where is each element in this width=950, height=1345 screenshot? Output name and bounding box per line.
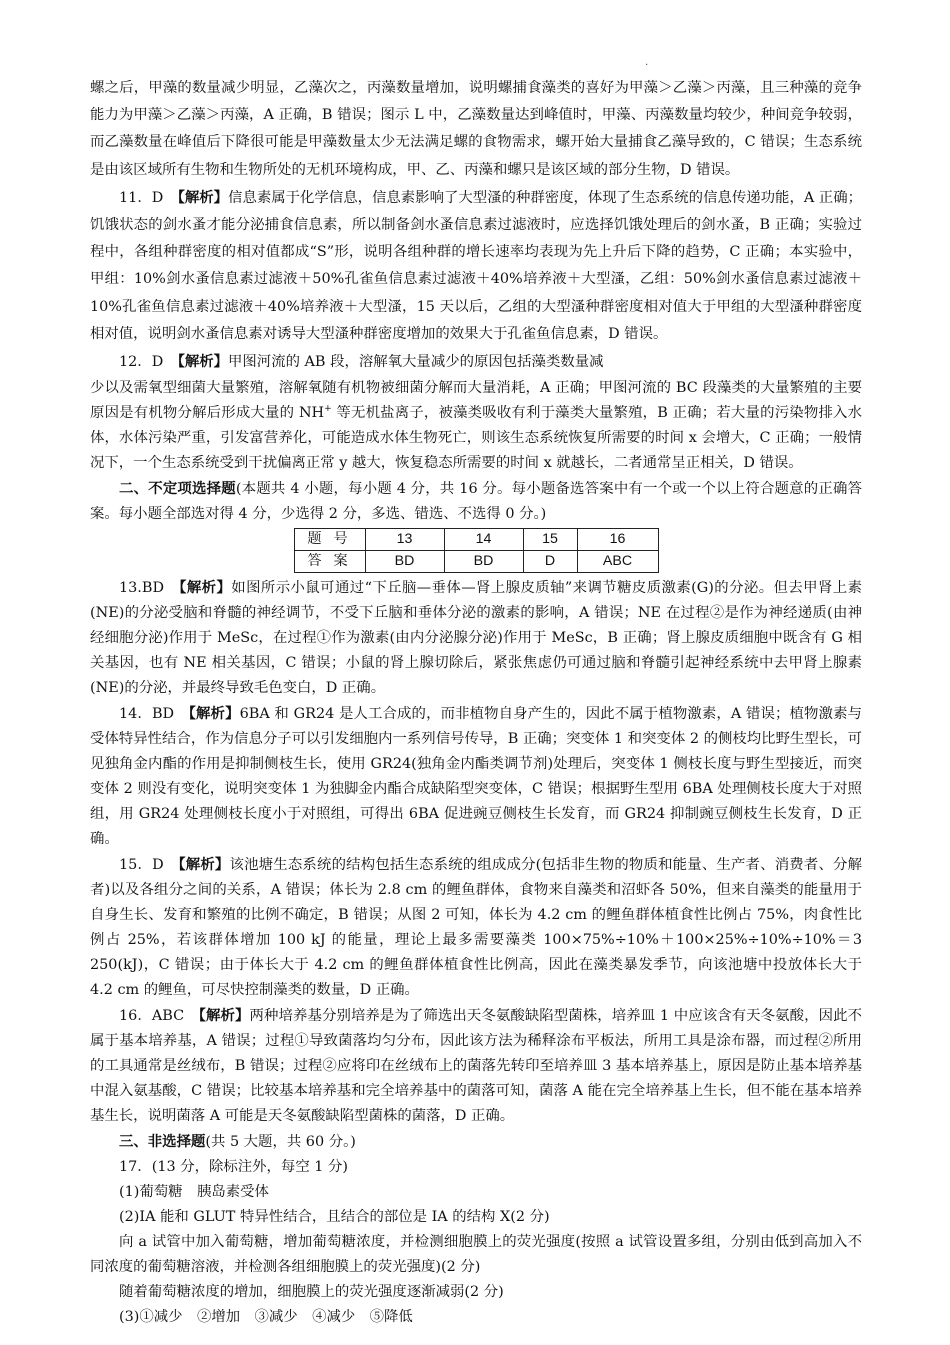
q12-analysis-tag: 【解析】 [177,353,229,371]
section-3-intro [90,1129,862,1155]
question-number-cell: 16 [577,529,658,551]
q11-number: 11．D [119,189,178,206]
q16-number: 16．ABC [119,1008,199,1025]
section-2-desc: (本题共 4 小题，每小题 4 分，共 16 分。每小题备选答案中有一个或一个以上符合题意的正确答案。每小题全部选对得 4 分，少选得 2 分，多选、错选、不选得 0 分。) [90,481,862,523]
q14-text: 6BA 和 GR24 是人工合成的，而非植物自身产生的，因此不属于植物激素，A 错误；植物激素与受体特异性结合，作为信息分子可以引发细胞内一系列信号传导，B 正确；突变体 1 和突变体 2 的侧枝均比野生型长，可见独角金内酯的作用是抑制侧枝生长，使用 GR24(独角金内酯类调节剂)处理后，突变体 1 侧枝长度与野生型接近，而突变体 2 则没有变化，说明突变体 1 为独脚金内酯合成缺陷型突变体，C 错误；根据野生型用 6BA 处理侧枝长度大于对照组，用 GR24 处理侧枝长度小于对照组，可得出 6BA 促进豌豆侧枝生长发育，而 GR24 抑制豌豆侧枝生长发育，D 正确。 [90,706,862,848]
q16-text: 两种培养基分别培养是为了筛选出天冬氨酸缺陷型菌株，培养皿 1 中应该含有天冬氨酸，因此不属于基本培养基，A 错误；过程①导致菌落均匀分布，因此该方法为稀释涂布平板法，所用工具是涂布器，而过程②所用的工具通常是丝绒布，B 错误；过程②应将印在丝绒布上的菌落先转印至培养皿 3 基本培养基上，原因是防止基本培养基中混入氨基酸，C 错误；比较基本培养基和完全培养基中的菌落可知，菌落 A 能在完全培养基上生长，但不能在基本培养基生长，说明菌落 A 可能是天冬氨酸缺陷型菌株的菌落，D 正确。 [90,1008,862,1125]
q12-text-b: 等无机盐离子，被藻类吸收有利于藻类大量繁殖，B 正确；若大量的污染物排入水体，水体污染严重，引发富营养化，可能造成水体生物死亡，则该生态系统恢复所需要的时间 x 会增大，C 正确；一般情况下，一个生态系统受到干扰偏离正常 y 越大，恢复稳态所需要的时间 x 就越长，二者通常呈正相关，D 错误。 [90,405,862,472]
q15-number: 15．D [119,857,179,874]
q17-part-2-result: 随着葡萄糖浓度的增加，细胞膜上的荧光强度逐渐减弱(2 分) [119,1284,504,1301]
q16-analysis-tag: 【解析】 [198,1007,250,1025]
q17-heading: 17．(13 分，除标注外，每空 1 分) [119,1159,349,1176]
answer-cell: BD [365,551,444,573]
answer-table-header-row [294,529,658,551]
q15-analysis-tag: 【解析】 [178,856,230,874]
section-2-heading: 二、不定项选择题 [119,480,236,498]
question-number-cell: 15 [523,529,577,551]
q10-continuation: 螺之后，甲藻的数量减少明显，乙藻次之，丙藻数量增加，说明螺捕食藻类的喜好为甲藻＞乙藻＞丙藻，且三种藻的竞争能力为甲藻＞乙藻＞丙藻，A 正确，B 错误；图示 L 中，乙藻数量达到峰值时，甲藻、丙藻数量均较少，种间竞争较弱，而乙藻数量在峰值后下降很可能是甲藻数量太少无法满足螺的食物需求，螺开始大量捕食乙藻导致的，C 错误；生态系统是由该区域所有生物和生物所处的无机环境构成，甲、乙、丙藻和螺只是该区域的部分生物，D 错误。 [90,80,862,178]
answer-explanations [90,75,862,1330]
q12-explanation [90,348,862,376]
q17-part-1: (1)葡萄糖 胰岛素受体 [119,1184,269,1201]
q13-number: 13.BD [119,580,180,597]
answer-cell: ABC [577,551,658,573]
answer-table-answer-row [294,551,658,573]
q14-analysis-tag: 【解析】 [188,705,240,723]
q11-explanation [90,184,862,348]
ammonium-superscript: + [324,404,332,415]
q12-text-a: 少以及需氧型细菌大量繁殖，溶解氧随有机物被细菌分解而大量消耗，A 正确；甲图河流的 BC 段藻类的大量繁殖的主要原因是有机物分解后形成大量的 NH [90,380,862,422]
answer-label: 答 案 [294,551,365,573]
q17-part-2-method: 向 a 试管中加入葡萄糖，增加葡萄糖浓度，并检测细胞膜上的荧光强度(按照 a 试管设置多组，分别由低到高加入不同浓度的葡萄糖溶液，并检测各组细胞膜上的荧光强度)(2 分) [90,1234,862,1276]
q12-number: 12．D [119,354,178,371]
q13-text: 如图所示小鼠可通过“下丘脑—垂体—肾上腺皮质轴”来调节糖皮质激素(G)的分泌。但去甲肾上素(NE)的分泌受脑和脊髓的神经调节，不受下丘脑和垂体分泌的激素的影响，A 错误；NE 在过程②是作为神经递质(由神经细胞分泌)作用于 MeSc，在过程①作为激素(由内分泌腺分泌)作用于 MeSc，B 正确；肾上腺皮质细胞中既含有 G 相关基因，也有 NE 相关基因，C 错误；小鼠的肾上腺切除后，紧张焦虑仍可通过脑和脊髓引起神经系统中去甲肾上腺素(NE)的分泌，并最终导致毛色变白，D 正确。 [90,580,862,697]
q15-explanation [90,852,862,1003]
answer-table [294,528,659,573]
q12-explanation-cont [90,376,862,476]
question-number-cell: 13 [365,529,444,551]
q11-analysis-tag: 【解析】 [177,188,229,206]
q13-explanation [90,575,862,701]
answer-cell: D [523,551,577,573]
section-3-desc: (共 5 大题，共 60 分。) [205,1134,356,1151]
q16-explanation [90,1003,862,1129]
q17-part-3: (3)①减少 ②增加 ③减少 ④减少 ⑤降低 [119,1309,413,1326]
top-mark: . [645,57,649,68]
question-number-cell: 14 [444,529,523,551]
section-2-intro [90,476,862,527]
section-3-heading: 三、非选择题 [119,1133,206,1151]
answer-cell: BD [444,551,523,573]
q17-part-2: (2)IA 能和 GLUT 特异性结合，且结合的部位是 IA 的结构 X(2 分) [119,1209,550,1226]
q13-analysis-tag: 【解析】 [179,579,232,597]
q12-first-line: 甲图河流的 AB 段，溶解氧大量减少的原因包括藻类数量减 [228,354,604,371]
q11-text: 信息素属于化学信息，信息素影响了大型溞的种群密度，体现了生态系统的信息传递功能，A 正确；饥饿状态的剑水蚤才能分泌捕食信息素，所以制备剑水蚤信息素过滤液时，应选择饥饿处理后的剑水蚤，B 正确；实验过程中，各组种群密度的相对值都成“S”形，说明各组种群的增长速率均表现为先上升后下降的趋势，C 正确；本实验中，甲组：10%剑水蚤信息素过滤液＋50%孔雀鱼信息素过滤液＋40%培养液＋大型溞，乙组：50%剑水蚤信息素过滤液＋10%孔雀鱼信息素过滤液＋40%培养液＋大型溞，15 天以后，乙组的大型溞种群密度相对值大于甲组的大型溞种群密度相对值，说明剑水蚤信息素对诱导大型溞种群密度增加的效果大于孔雀鱼信息素，D 错误。 [90,189,862,342]
q14-explanation [90,701,862,852]
q14-number: 14．BD [119,706,189,723]
question-number-label: 题 号 [294,529,365,551]
q15-text: 该池塘生态系统的结构包括生态系统的组成成分(包括非生物的物质和能量、生产者、消费者、分解者)以及各组分之间的关系，A 错误；体长为 2.8 cm 的鲤鱼群体，食物来自藻类和沼虾各 50%，但来自藻类的能量用于自身生长、发育和繁殖的比例不确定，B 错误；从图 2 可知，体长为 4.2 cm 的鲤鱼群体植食性比例占 75%，肉食性比例占 25%，若该群体增加 100 kJ 的能量，理论上最多需要藻类 100×75%÷10%＋100×25%÷10%÷10%＝3 250(kJ)，C 错误；由于体长大于 4.2 cm 的鲤鱼群体植食性比例高，因此在藻类暴发季节，向该池塘中投放体长大于 4.2 cm 的鲤鱼，可尽快控制藻类的数量，D 正确。 [90,857,862,999]
